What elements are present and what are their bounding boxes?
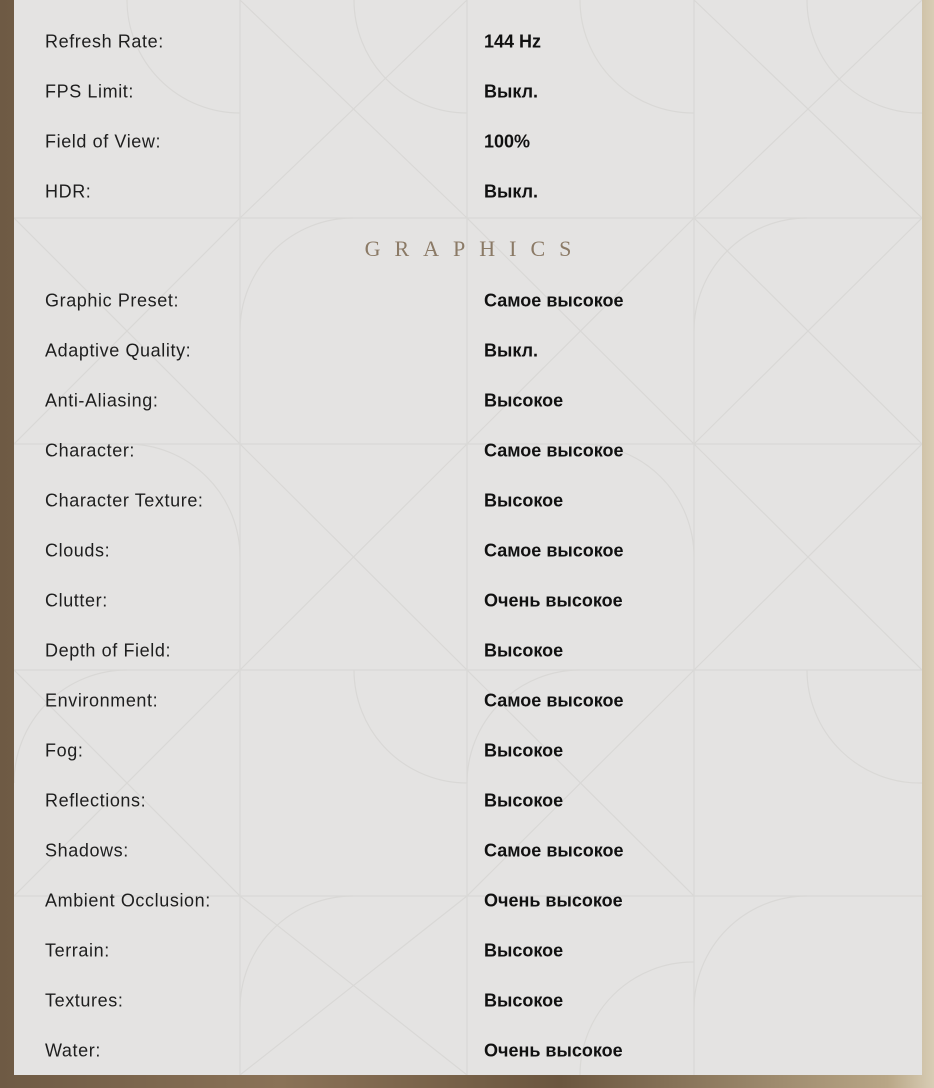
setting-value[interactable]: Высокое [484, 390, 564, 411]
setting-row-clouds [14, 526, 922, 576]
setting-row-textures [14, 976, 922, 1026]
setting-row-character-texture [14, 476, 922, 526]
setting-row-depth-of-field [14, 626, 922, 676]
setting-label: Depth of Field: [45, 640, 172, 661]
setting-value[interactable]: Выкл. [484, 181, 539, 202]
setting-value[interactable]: 144 Hz [484, 31, 542, 52]
setting-label: Reflections: [45, 790, 147, 811]
setting-value[interactable]: Очень высокое [484, 890, 623, 911]
section-title-graphics: GRAPHICS [364, 236, 586, 261]
setting-label: Graphic Preset: [45, 290, 180, 311]
setting-label: Field of View: [45, 131, 162, 152]
setting-label: Ambient Occlusion: [45, 890, 211, 911]
setting-row-terrain [14, 926, 922, 976]
setting-label: Clouds: [45, 540, 111, 561]
setting-row-fps-limit [14, 67, 922, 117]
setting-label: FPS Limit: [45, 81, 135, 102]
setting-row-refresh-rate [14, 17, 922, 67]
setting-row-ambient-occlusion [14, 876, 922, 926]
setting-value[interactable]: Высокое [484, 940, 564, 961]
setting-label: Character: [45, 440, 136, 461]
setting-value[interactable]: Самое высокое [484, 540, 624, 561]
setting-value[interactable]: Очень высокое [484, 590, 623, 611]
setting-row-anti-aliasing [14, 376, 922, 426]
setting-label: Fog: [45, 740, 84, 761]
setting-value[interactable]: Выкл. [484, 340, 539, 361]
setting-row-hdr [14, 167, 922, 217]
setting-label: Terrain: [45, 940, 110, 961]
setting-label: Adaptive Quality: [45, 340, 192, 361]
setting-value[interactable]: Высокое [484, 990, 564, 1011]
setting-value[interactable]: Самое высокое [484, 840, 624, 861]
setting-label: Clutter: [45, 590, 108, 611]
setting-label: Refresh Rate: [45, 31, 164, 52]
setting-row-shadows [14, 826, 922, 876]
setting-value[interactable]: Очень высокое [484, 1040, 623, 1061]
setting-row-character [14, 426, 922, 476]
setting-row-reflections [14, 776, 922, 826]
setting-label: Textures: [45, 990, 124, 1011]
setting-label: Environment: [45, 690, 159, 711]
setting-label: Shadows: [45, 840, 129, 861]
setting-label: Character Texture: [45, 490, 204, 511]
setting-row-adaptive-quality [14, 326, 922, 376]
setting-row-water [14, 1026, 922, 1075]
setting-row-fog [14, 726, 922, 776]
settings-panel [14, 0, 922, 1075]
setting-value[interactable]: Самое высокое [484, 440, 624, 461]
setting-label: Anti-Aliasing: [45, 390, 159, 411]
setting-value[interactable]: Высокое [484, 640, 564, 661]
setting-value[interactable]: Высокое [484, 790, 564, 811]
setting-value[interactable]: Высокое [484, 490, 564, 511]
setting-row-environment [14, 676, 922, 726]
setting-value[interactable]: Самое высокое [484, 290, 624, 311]
setting-value[interactable]: Выкл. [484, 81, 539, 102]
setting-row-clutter [14, 576, 922, 626]
setting-value[interactable]: 100% [484, 131, 531, 152]
setting-label: Water: [45, 1040, 101, 1061]
setting-row-graphic-preset [14, 276, 922, 326]
setting-value[interactable]: Высокое [484, 740, 564, 761]
setting-label: HDR: [45, 181, 92, 202]
setting-row-field-of-view [14, 117, 922, 167]
setting-value[interactable]: Самое высокое [484, 690, 624, 711]
